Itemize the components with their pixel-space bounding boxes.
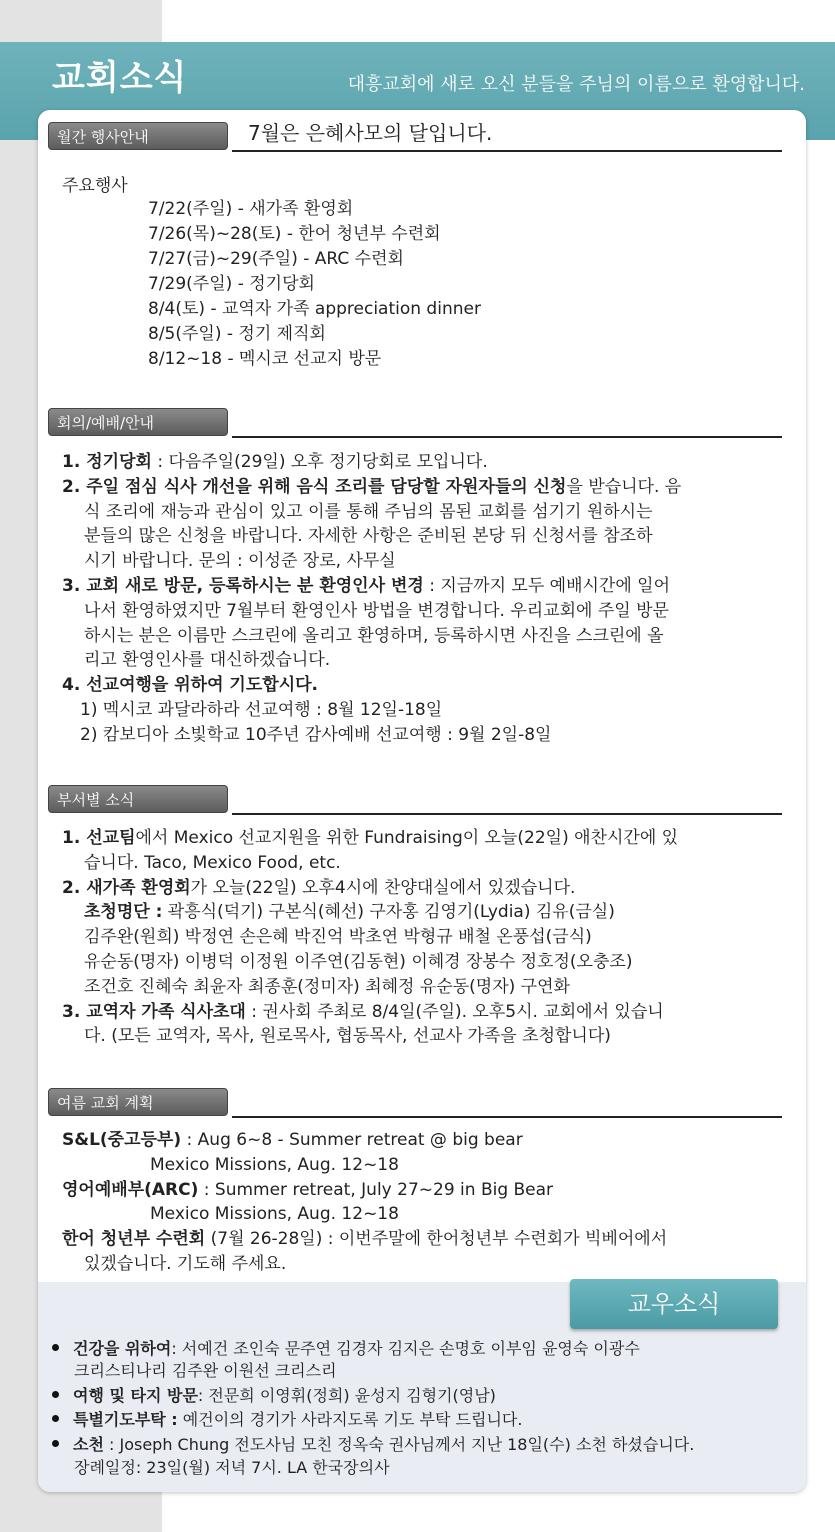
department-row-bold: 새가족 환영회 bbox=[86, 877, 191, 898]
event-item: 8/12~18 - 멕시코 선교지 방문 bbox=[148, 349, 382, 369]
member-row bbox=[52, 1337, 640, 1361]
member-row bbox=[52, 1433, 694, 1457]
summer-row-text: (7월 26-28일) : 이번주말에 한어청년부 수련회가 빅베어에서 bbox=[205, 1229, 668, 1250]
meeting-row: 2) 캄보디아 소빛학교 10주년 감사예배 선교여행 : 9월 2일-8일 bbox=[80, 724, 552, 745]
department-row: 다. (모든 교역자, 목사, 원로목사, 협동목사, 선교사 가족을 초청합니다) bbox=[84, 1026, 611, 1047]
department-row-text: : 권사회 주최로 8/4일(주일). 오후5시. 교회에서 있습니 bbox=[245, 1001, 664, 1022]
member-row-text: 예건이의 경기가 사라지도록 기도 부탁 드립니다. bbox=[177, 1410, 523, 1429]
department-row-bold: 초청명단 : bbox=[84, 902, 163, 923]
department-row-bold: 선교팀 bbox=[86, 828, 136, 848]
department-row-text: 곽흥식(덕기) 구본식(혜선) 구자홍 김영기(Lydia) 김유(금실) bbox=[162, 902, 615, 923]
member-row-text: : Joseph Chung 전도사님 모친 정옥숙 권사님께서 지난 18일(수) 소천 하셨습니다. bbox=[103, 1435, 695, 1454]
member-row bbox=[52, 1408, 522, 1432]
summer-row bbox=[62, 1178, 553, 1203]
bullet-icon bbox=[52, 1344, 59, 1351]
member-row-text: : 서예건 조인숙 문주연 김경자 김지은 손명호 이부임 윤영숙 이광수 bbox=[171, 1339, 640, 1358]
summer-row: 있겠습니다. 기도해 주세요. bbox=[84, 1254, 287, 1274]
departments-rule bbox=[232, 813, 782, 815]
summer-rule bbox=[232, 1116, 782, 1118]
summer-tag: 여름 교회 계획 bbox=[48, 1088, 228, 1116]
page-subtitle: 대흥교회에 새로 오신 분들을 주님의 이름으로 환영합니다. bbox=[347, 74, 805, 95]
meeting-row: 식 조리에 재능과 관심이 있고 이를 통해 주님의 몸된 교회를 섬기기 원하시는 bbox=[84, 501, 653, 522]
member-row: 장례일정: 23일(월) 저녁 7시. LA 한국장의사 bbox=[74, 1458, 390, 1477]
meeting-row-number: 2. bbox=[62, 476, 87, 497]
monthly-rule bbox=[232, 150, 782, 152]
summer-row-text: : Aug 6~8 - Summer retreat @ big bear bbox=[181, 1130, 523, 1150]
member-row bbox=[52, 1384, 496, 1408]
meeting-row: 분들의 많은 신청을 바랍니다. 자세한 사항은 준비된 본당 뒤 신청서를 참조하 bbox=[84, 526, 653, 547]
summer-row bbox=[62, 1128, 523, 1153]
meeting-row: 1) 멕시코 과달라하라 선교여행 : 8월 12일-18일 bbox=[80, 700, 443, 720]
member-row-bold: 건강을 위하여 bbox=[73, 1339, 172, 1358]
event-item: 7/29(주일) - 정기당회 bbox=[148, 274, 315, 294]
department-row-text: 에서 Mexico 선교지원을 위한 Fundraising이 오늘(22일) 애찬시간에 있 bbox=[135, 828, 679, 848]
department-row-number: 3. bbox=[62, 1001, 87, 1022]
department-row bbox=[62, 826, 678, 851]
meeting-row bbox=[62, 673, 318, 698]
event-item: 8/4(토) - 교역자 가족 appreciation dinner bbox=[148, 299, 481, 319]
summer-row-bold: S&L(중고등부) bbox=[62, 1130, 182, 1150]
event-item: 8/5(주일) - 정기 제직회 bbox=[148, 324, 326, 344]
meeting-row bbox=[62, 450, 488, 475]
meeting-row bbox=[62, 475, 681, 500]
member-row: 크리스티나리 김주완 이원선 크리스리 bbox=[74, 1361, 337, 1380]
department-row bbox=[84, 900, 615, 925]
meeting-row bbox=[62, 574, 670, 599]
departments-tag: 부서별 소식 bbox=[48, 785, 228, 813]
members-tag: 교우소식 bbox=[570, 1279, 778, 1329]
meeting-row: 시기 바랍니다. 문의 : 이성준 장로, 사무실 bbox=[84, 551, 396, 572]
bullet-icon bbox=[52, 1415, 59, 1422]
meeting-row: 리고 환영인사를 대신하겠습니다. bbox=[84, 650, 331, 671]
member-row-bold: 여행 및 타지 방문 bbox=[73, 1386, 198, 1405]
department-row: 습니다. Taco, Mexico Food, etc. bbox=[84, 852, 341, 873]
event-item: 7/27(금)~29(주일) - ARC 수련회 bbox=[148, 249, 404, 269]
meeting-row-text: : 지금까지 모두 예배시간에 일어 bbox=[423, 576, 671, 596]
department-row bbox=[62, 876, 575, 901]
bullet-icon bbox=[52, 1391, 59, 1398]
summer-row: Mexico Missions, Aug. 12~18 bbox=[150, 1154, 399, 1175]
meeting-row-bold: 정기당회 bbox=[86, 452, 152, 472]
member-row-text: : 전문희 이영휘(정희) 윤성지 김형기(영남) bbox=[197, 1386, 496, 1405]
department-row: 조건호 진혜숙 최윤자 최종훈(정미자) 최혜정 유순동(명자) 구연화 bbox=[84, 976, 570, 997]
page-title: 교회소식 bbox=[52, 58, 188, 98]
meetings-tag: 회의/예배/안내 bbox=[48, 408, 228, 436]
monthly-headline: 7월은 은혜사모의 달입니다. bbox=[248, 121, 493, 145]
summer-row: Mexico Missions, Aug. 12~18 bbox=[150, 1204, 399, 1225]
meeting-row: 나서 환영하였지만 7월부터 환영인사 방법을 변경합니다. 우리교회에 주일 방문 bbox=[84, 600, 669, 621]
monthly-tag: 월간 행사안내 bbox=[48, 122, 228, 150]
department-row: 김주완(원희) 박정연 손은혜 박진억 박초연 박형규 배철 온풍섭(금식) bbox=[84, 927, 592, 948]
summer-row bbox=[62, 1227, 667, 1252]
meeting-row-number: 3. bbox=[62, 576, 87, 596]
department-row bbox=[62, 1000, 664, 1025]
member-row-bold: 소천 bbox=[73, 1435, 104, 1454]
department-row-number: 2. bbox=[62, 877, 87, 898]
events-label: 주요행사 bbox=[62, 176, 128, 196]
department-row-number: 1. bbox=[62, 828, 87, 848]
bullet-icon bbox=[52, 1440, 59, 1447]
meeting-row-number: 4. bbox=[62, 675, 87, 696]
event-item: 7/22(주일) - 새가족 환영회 bbox=[148, 199, 354, 219]
summer-row-bold: 영어예배부(ARC) bbox=[62, 1179, 199, 1200]
meeting-row-text: : 다음주일(29일) 오후 정기당회로 모입니다. bbox=[151, 452, 488, 472]
meeting-row-bold: 선교여행을 위하여 기도합시다. bbox=[86, 675, 318, 696]
department-row-bold: 교역자 가족 식사초대 bbox=[86, 1001, 246, 1022]
meeting-row-bold: 주일 점심 식사 개선을 위해 음식 조리를 담당할 자원자들의 신청 bbox=[86, 476, 567, 497]
meeting-row-number: 1. bbox=[62, 452, 87, 472]
summer-row-bold: 한어 청년부 수련회 bbox=[62, 1229, 206, 1250]
meeting-row: 하시는 분은 이름만 스크린에 올리고 환영하며, 등록하시면 사진을 스크린에 올 bbox=[84, 625, 664, 646]
meeting-row-text: 을 받습니다. 음 bbox=[566, 476, 682, 497]
department-row: 유순동(명자) 이병덕 이정원 이주연(김동현) 이혜경 장봉수 정호정(오충조) bbox=[84, 952, 633, 972]
summer-row-text: : Summer retreat, July 27~29 in Big Bear bbox=[198, 1179, 554, 1200]
meetings-rule bbox=[232, 436, 782, 438]
event-item: 7/26(목)~28(토) - 한어 청년부 수련회 bbox=[148, 224, 441, 244]
member-row-bold: 특별기도부탁 : bbox=[73, 1410, 178, 1429]
meeting-row-bold: 교회 새로 방문, 등록하시는 분 환영인사 변경 bbox=[86, 576, 424, 596]
department-row-text: 가 오늘(22일) 오후4시에 찬양대실에서 있겠습니다. bbox=[190, 877, 576, 898]
